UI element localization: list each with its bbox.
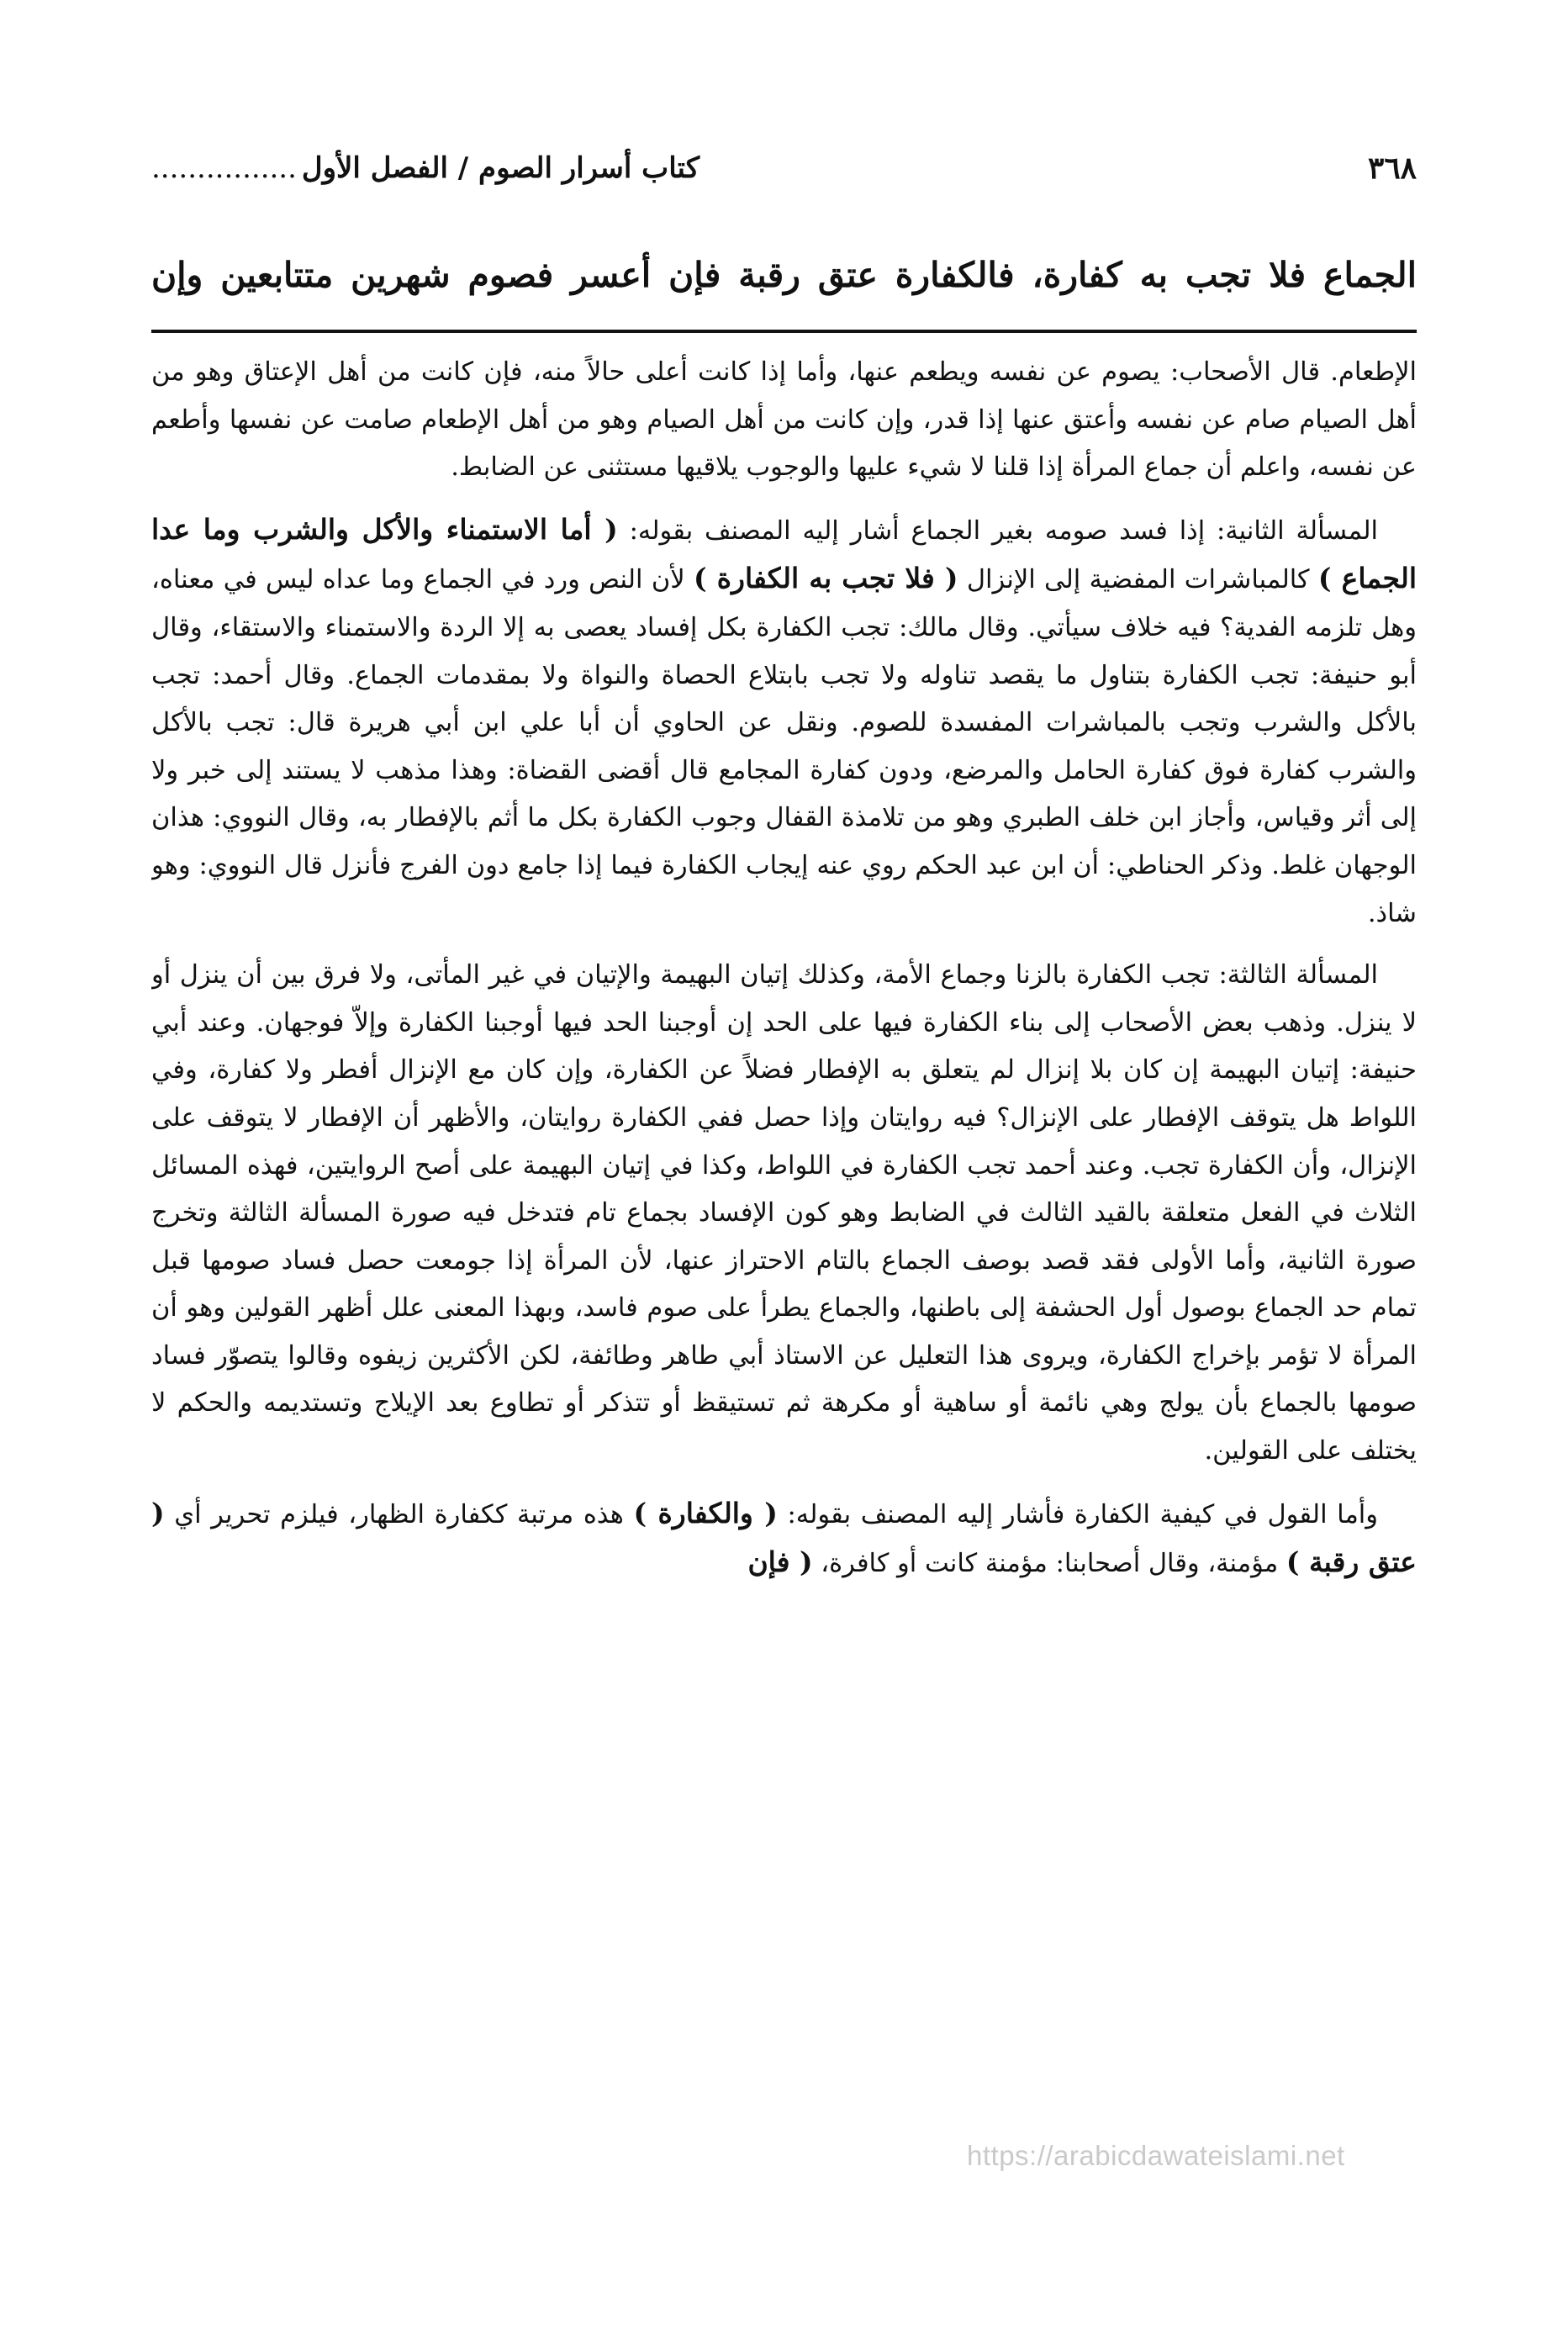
main-text: الجماع فلا تجب به كفارة، فالكفارة عتق رقبة فإن أعسر فصوم شهرين متتابعين وإن bbox=[151, 255, 1417, 295]
page-number: ٣٦٨ bbox=[1367, 151, 1417, 186]
running-header bbox=[151, 143, 1417, 193]
p4-quote-b: ( عتق رقبة ) bbox=[151, 1496, 1417, 1579]
header-title: كتاب أسرار الصوم / الفصل الأول bbox=[301, 151, 700, 185]
p2-quote-b: ( فلا تجب به الكفارة ) bbox=[693, 562, 958, 595]
p2-text-a: المسألة الثانية: إذا فسد صومه بغير الجماع أشار إليه المصنف بقوله: bbox=[617, 515, 1379, 546]
header-title-group bbox=[151, 151, 700, 185]
header-dots: ................ bbox=[151, 151, 297, 185]
p4-text-a: وأما القول في كيفية الكفارة فأشار إليه المصنف بقوله: bbox=[777, 1499, 1378, 1529]
p4-quote-c: ( فإن bbox=[747, 1545, 813, 1579]
commentary-paragraph-2 bbox=[151, 506, 1417, 938]
p2-text-c: كالمباشرات المفضية إلى الإنزال bbox=[958, 565, 1318, 595]
commentary-paragraph-3: المسألة الثالثة: تجب الكفارة بالزنا وجماع الأمة، وكذلك إتيان البهيمة والإتيان في غير المأتى، ولا فرق بين أن ينزل أو لا ينزل. وذهب بعض الأصحاب إلى بناء الكفارة فيها على الحد إن أوجبنا الحد فيها أوجبنا الكفارة وإلاّ فوجهان. وعند أبي حنيفة: إتيان البهيمة إن كان بلا إنزال لم يتعلق به الإفطار فضلاً عن الكفارة، وإن كان مع الإنزال أفطر ولا كفارة، وفي اللواط هل يتوقف الإفطار على الإنزال؟ فيه روايتان وإذا حصل ففي الكفارة روايتان، والأظهر أن الإفطار لا يتوقف على الإنزال، وأن الكفارة تجب. وعند أحمد تجب الكفارة في اللواط، وكذا في إتيان البهيمة على أصح الروايتين، فهذه المسائل الثلاث في الفعل متعلقة بالقيد الثالث في الضابط وهو كون الإفساد بجماع تام فتدخل فيه صورة المسألة الثالثة وتخرج صورة الثانية، وأما الأولى فقد قصد بوصف الجماع بالتام الاحتراز عنها، لأن المرأة إذا جومعت حصل فساد صومها قبل تمام حد الجماع بوصول أول الحشفة إلى باطنها، والجماع يطرأ على صوم فاسد، وبهذا المعنى علل أظهر القولين وهو أن المرأة لا تؤمر بإخراج الكفارة، ويروى هذا التعليل عن الاستاذ أبي طاهر وطائفة، لكن الأكثرين زيفوه وقالوا يتصوّر فساد صومها بالجماع بأن يولج وهي نائمة أو ساهية أو مكرهة ثم تستيقظ أو تتذكر أو تطاوع بعد الإيلاج وتستديمه والحكم لا يختلف على القولين. bbox=[151, 960, 1417, 1466]
commentary-paragraph-1: الإطعام. قال الأصحاب: يصوم عن نفسه ويطعم عنها، وأما إذا كانت أعلى حالاً منه، فإن كانت من أهل الإعتاق وهو من أهل الصيام صام عن نفسه وأعتق عنها إذا قدر، وإن كانت من أهل الصيام وهو من أهل الإطعام صامت عن نفسها وأطعم عن نفسه، واعلم أن جماع المرأة إذا قلنا لا شيء عليها والوجوب يلاقيها مستثنى عن الضابط. bbox=[151, 357, 1417, 483]
commentary-block bbox=[151, 349, 1417, 2157]
p4-text-e: مؤمنة، وقال أصحابنا: مؤمنة كانت أو كافرة، bbox=[812, 1549, 1286, 1579]
commentary-paragraph-4 bbox=[151, 1490, 1417, 1588]
p2-text-e: لأن النص ورد في الجماع وما عداه ليس في معناه، وهل تلزمه الفدية؟ فيه خلاف سيأتي. وقال مالك: تجب الكفارة بكل إفساد يعصى به إلا الردة والاستمناء والاستقاء، وقال أبو حنيفة: تجب الكفارة بتناول ما يقصد تناوله ولا تجب بابتلاع الحصاة والنواة ولا بمقدمات الجماع. وقال أحمد: تجب بالأكل والشرب وتجب بالمباشرات المفسدة للصوم. ونقل عن الحاوي أن أبا علي ابن أبي هريرة قال: تجب بالأكل والشرب كفارة فوق كفارة الحامل والمرضع، ودون كفارة المجامع قال أقضى القضاة: وهذا مذهب لا يستند إلى خبر ولا إلى أثر وقياس، وأجاز ابن خلف الطبري وهو من تلامذة القفال وجوب الكفارة بكل ما أثم بالإفطار به، وقال النووي: هذان الوجهان غلط. وذكر الحناطي: أن ابن عبد الحكم روي عنه إيجاب الكفارة فيما إذا جامع دون الفرج فأنزل قال النووي: وهو شاذ. bbox=[151, 565, 1417, 928]
divider-line bbox=[151, 330, 1417, 333]
p4-quote-a: ( والكفارة ) bbox=[633, 1496, 778, 1529]
p2-quote-a: ( أما الاستمناء والأكل والشرب وما عدا الجماع ) bbox=[151, 512, 1417, 595]
p4-text-c: هذه مرتبة ككفارة الظهار، فيلزم تحرير أي bbox=[164, 1499, 634, 1529]
watermark-url: https://arabicdawateislami.net bbox=[967, 2140, 1345, 2171]
